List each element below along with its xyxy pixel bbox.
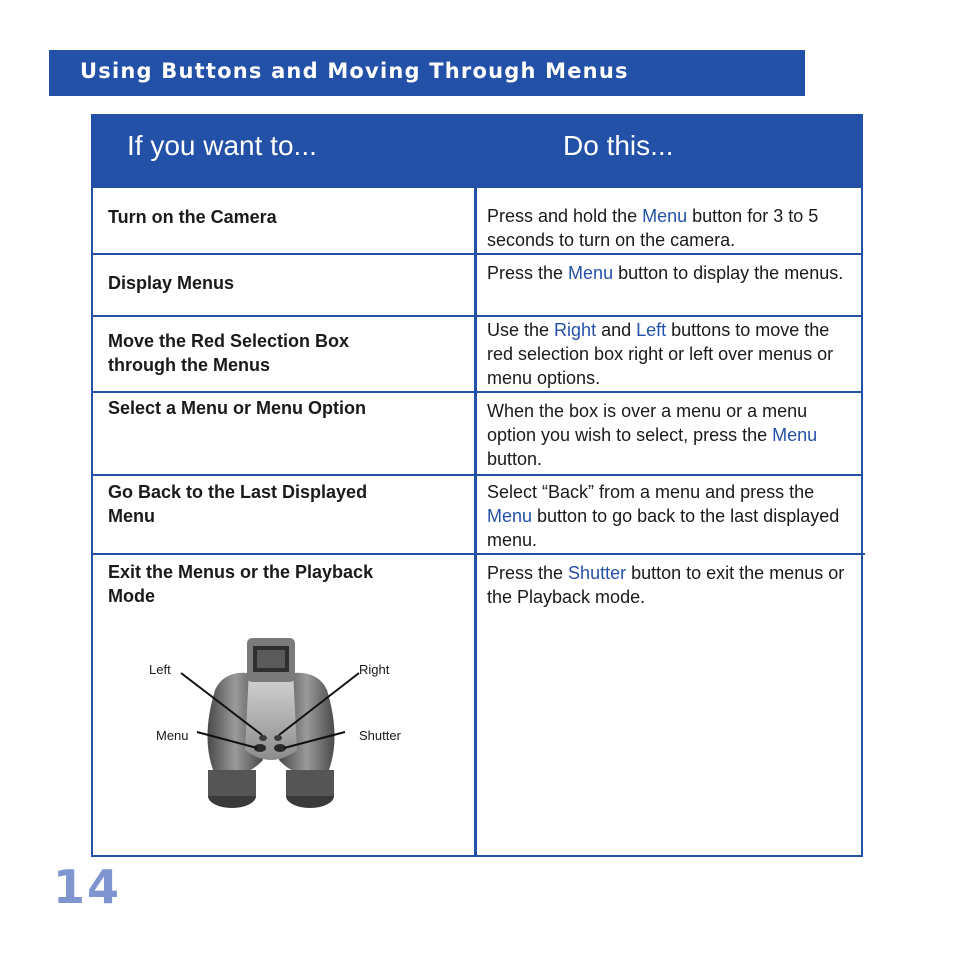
- instruction-text: When the box is over a menu or a menu option you wish to select, press the: [487, 401, 808, 445]
- page-number: 14: [53, 860, 122, 914]
- row-divider: [93, 391, 863, 393]
- row-divider: [93, 315, 863, 317]
- instruction-text: Press the: [487, 263, 569, 283]
- row-do: [487, 261, 849, 285]
- column-divider: [474, 116, 477, 855]
- instruction-text: Use the: [487, 320, 555, 340]
- binocular-camera-figure: [145, 630, 401, 820]
- instruction-text: and: [596, 320, 637, 340]
- row-divider: [93, 474, 863, 476]
- instruction-text: button.: [487, 449, 543, 469]
- row-want: Select a Menu or Menu Option: [108, 398, 367, 418]
- instruction-text: Press the: [487, 563, 569, 583]
- instruction-text: button to go back to the last displayed menu.: [487, 506, 840, 550]
- instruction-text: button to display the menus.: [613, 263, 844, 283]
- row-want: Display Menus: [108, 273, 235, 293]
- row-do: [487, 480, 849, 552]
- row-divider: [93, 553, 865, 555]
- instruction-text: button for 3 to 5 seconds to turn on the camera.: [487, 206, 819, 250]
- instruction-text: buttons to move the red selection box right or left over menus or menu options.: [487, 320, 834, 388]
- figure-label-left: Left: [149, 662, 171, 677]
- row-do: [487, 399, 849, 471]
- instruction-text: Press and hold the: [487, 206, 643, 226]
- instruction-table: [91, 114, 863, 857]
- table-header: [93, 116, 861, 188]
- section-title: Using Buttons and Moving Through Menus: [80, 59, 629, 83]
- figure-label-menu: Menu: [156, 728, 189, 743]
- row-do: [487, 318, 849, 390]
- row-divider: [93, 253, 863, 255]
- figure-label-shutter: Shutter: [359, 728, 401, 743]
- button-keyword: Menu: [642, 206, 688, 226]
- row-want: Exit the Menus or the Playback Mode: [108, 562, 374, 606]
- instruction-text: button to exit the menus or the Playback mode.: [487, 563, 845, 607]
- row-want: Go Back to the Last Displayed Menu: [108, 482, 368, 526]
- button-keyword: Menu: [568, 263, 614, 283]
- button-keyword: Shutter: [568, 563, 627, 583]
- section-banner: [49, 50, 805, 96]
- button-keyword: Left: [636, 320, 667, 340]
- row-do: [487, 204, 849, 252]
- button-keyword: Menu: [772, 425, 818, 445]
- header-do: Do this...: [563, 130, 674, 161]
- row-do: [487, 561, 849, 609]
- instruction-text: Select “Back” from a menu and press the: [487, 482, 815, 502]
- row-want: Turn on the Camera: [108, 207, 277, 227]
- button-keyword: Menu: [487, 506, 533, 526]
- button-keyword: Right: [554, 320, 597, 340]
- binocular-camera-illustration: [145, 630, 395, 820]
- row-want: Move the Red Selection Box through the Menus: [108, 331, 350, 375]
- figure-label-right: Right: [359, 662, 390, 677]
- header-want: If you want to...: [127, 130, 317, 161]
